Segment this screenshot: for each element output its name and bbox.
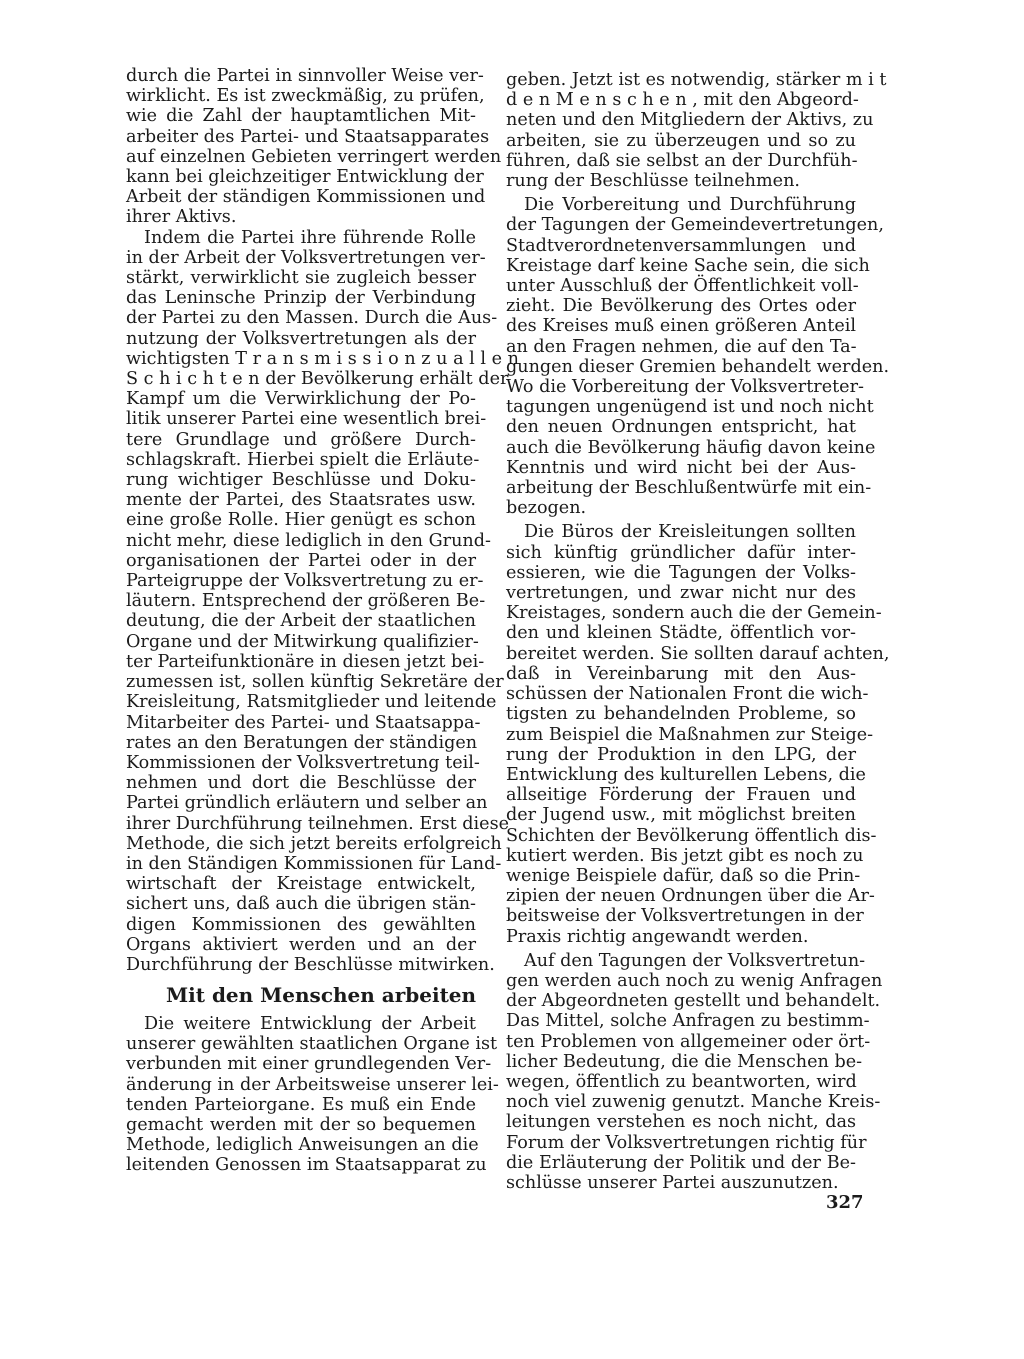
text-line: änderung in der Arbeitsweise unserer lei- (126, 1074, 499, 1095)
text-line: ihrer Aktivs. (126, 207, 237, 228)
text-line: wichtigsten T r a n s m i s s i o n z u a l l e n (126, 348, 519, 369)
text-line: der Tagungen der Gemeindevertretungen, (506, 215, 884, 236)
text-line: Die weitere Entwicklung der Arbeit (144, 1014, 476, 1034)
text-line: unserer gewählten staatlichen Organe ist (126, 1034, 498, 1055)
text-line: vertretungen, und zwar nicht nur des (506, 583, 856, 604)
text-line: wirklicht. Es ist zweckmäßig, zu prüfen, (126, 86, 485, 107)
paragraph (126, 66, 502, 228)
text-line: Wo die Vorbereitung der Volksvertreter- (506, 377, 864, 398)
text-line: des Kreises muß einen größeren Anteil (506, 316, 856, 337)
text-line: der Abgeordneten gestellt und behandelt. (506, 991, 881, 1012)
text-line: wirtschaft der Kreistage entwickelt, (126, 874, 476, 895)
text-line: bezogen. (506, 498, 587, 519)
text-line: Parteigruppe der Volksvertretung zu er- (126, 571, 484, 592)
text-line: schlüsse unserer Partei auszunutzen. (506, 1172, 839, 1193)
text-line: schüssen der Nationalen Front die wich- (506, 684, 869, 705)
text-line: führen, daß sie selbst an der Durchfüh- (506, 150, 858, 171)
text-line: Organe und der Mitwirkung qualifizier- (126, 631, 479, 652)
paragraph (506, 950, 883, 1193)
text-line: Durchführung der Beschlüsse mitwirken. (126, 954, 495, 975)
paragraph (126, 1014, 499, 1176)
text-line: Schichten der Bevölkerung öffentlich dis- (506, 825, 877, 846)
text-line: rung der Produktion in den LPG, der (506, 744, 856, 765)
text-line: die Erläuterung der Politik und der Be- (506, 1152, 856, 1173)
text-line: ter Parteifunktionäre in diesen jetzt bei- (126, 651, 485, 672)
text-line: neten und den Mitgliedern der Aktivs, zu (506, 110, 874, 131)
text-line: daß in Vereinbarung mit den Aus- (506, 663, 856, 684)
text-line: wie die Zahl der hauptamtlichen Mit- (126, 106, 476, 127)
text-line: Entwicklung des kulturellen Lebens, die (506, 764, 866, 785)
text-line: rung der Beschlüsse teilnehmen. (506, 171, 801, 192)
text-line: durch die Partei in sinnvoller Weise ver- (126, 66, 484, 86)
text-line: d e n M e n s c h e n , mit den Abgeord- (506, 90, 859, 111)
text-line: Mitarbeiter des Partei- und Staatsappa- (126, 712, 481, 733)
text-line: wenige Beispiele dafür, daß so die Prin- (506, 865, 861, 886)
text-line: Organs aktiviert werden und an der (126, 934, 476, 955)
text-line: rung wichtiger Beschlüsse und Doku- (126, 470, 476, 491)
text-line: organisationen der Partei oder in der (126, 550, 476, 571)
text-line: in den Ständigen Kommissionen für Land- (126, 853, 502, 874)
text-line: Kampf um die Verwirklichung der Po- (126, 389, 476, 410)
text-line: beitsweise der Volksvertretungen in der (506, 906, 864, 927)
text-line: Forum der Volksvertretungen richtig für (506, 1132, 867, 1153)
left-column-continued (126, 1014, 499, 1176)
text-line: ten Problemen von allgemeiner oder ört- (506, 1031, 871, 1052)
text-line: gemacht werden mit der so bequemen (126, 1115, 476, 1136)
text-line: S c h i c h t e n der Bevölkerung erhält der (126, 369, 509, 390)
text-line: Partei gründlich erläutern und selber an (126, 793, 488, 814)
right-column (506, 70, 890, 1193)
text-line: Kreisleitung, Ratsmitglieder und leitende (126, 692, 497, 713)
text-line: sichert uns, daß auch die übrigen stän- (126, 894, 476, 915)
text-line: tigsten zu behandelnden Probleme, so (506, 704, 856, 725)
text-line: tagungen ungenügend ist und noch nicht (506, 397, 874, 418)
text-line: allseitige Förderung der Frauen und (506, 785, 856, 806)
text-line: Indem die Partei ihre führende Rolle (144, 227, 476, 248)
text-line: zieht. Die Bevölkerung des Ortes oder (506, 296, 856, 317)
text-line: arbeiten, sie zu überzeugen und so zu (506, 130, 856, 151)
text-line: digen Kommissionen des gewählten (126, 914, 476, 935)
text-line: Kreistage darf keine Sache sein, die sich (506, 255, 870, 276)
text-line: noch viel zuwenig genutzt. Manche Kreis- (506, 1092, 881, 1113)
text-line: kann bei gleichzeitiger Entwicklung der (126, 167, 484, 188)
text-line: Das Mittel, solche Anfragen zu bestimm- (506, 1011, 870, 1032)
text-line: zum Beispiel die Maßnahmen zur Steige- (506, 724, 874, 745)
text-line: Die Vorbereitung und Durchführung (524, 195, 856, 216)
text-line: essieren, wie die Tagungen der Volks- (506, 562, 856, 583)
text-line: Kenntnis und wird nicht bei der Aus- (506, 457, 856, 478)
text-line: läutern. Entsprechend der größeren Be- (126, 591, 486, 612)
text-line: Die Büros der Kreisleitungen sollten (524, 522, 856, 543)
text-line: gen werden auch noch zu wenig Anfragen (506, 970, 883, 991)
text-line: unter Ausschluß der Öffentlichkeit voll- (506, 276, 859, 297)
text-line: das Leninsche Prinzip der Verbindung (126, 288, 476, 309)
text-line: nutzung der Volksvertretungen als der (126, 328, 476, 349)
text-line: gungen dieser Gremien behandelt werden. (506, 356, 890, 377)
text-line: arbeitung der Beschlußentwürfe mit ein- (506, 478, 872, 499)
text-line: ihrer Durchführung teilnehmen. Erst diese (126, 813, 510, 834)
text-line: rates an den Beratungen der ständigen (126, 732, 478, 753)
text-line: Methode, lediglich Anweisungen an die (126, 1135, 479, 1156)
paragraph (506, 195, 890, 519)
text-line: auf einzelnen Gebieten verringert werden (126, 146, 502, 167)
text-line: Kommissionen der Volksvertretung teil- (126, 752, 480, 773)
text-line: der Jugend usw., mit möglichst breiten (506, 805, 856, 826)
text-line: wegen, öffentlich zu beantworten, wird (506, 1071, 857, 1092)
paragraph (506, 522, 890, 947)
text-line: licher Bedeutung, die die Menschen be- (506, 1051, 863, 1072)
text-line: Arbeit der ständigen Kommissionen und (126, 187, 486, 208)
paragraph (506, 70, 887, 192)
text-line: Kreistages, sondern auch die der Gemein- (506, 603, 882, 624)
text-line: litik unserer Partei eine wesentlich brei- (126, 409, 487, 430)
text-line: tere Grundlage und größere Durch- (126, 429, 476, 450)
paragraph (126, 227, 519, 976)
text-line: Stadtverordnetenversammlungen und (506, 235, 856, 256)
text-line: leitungen verstehen es noch nicht, das (506, 1112, 856, 1133)
text-line: bereitet werden. Sie sollten darauf achten, (506, 643, 890, 664)
text-line: nehmen und dort die Beschlüsse der (126, 773, 476, 794)
text-line: nicht mehr, diese lediglich in den Grund- (126, 530, 491, 551)
text-line: an den Fragen nehmen, die auf den Ta- (506, 336, 857, 357)
text-line: stärkt, verwirklicht sie zugleich besser (126, 268, 476, 289)
text-line: den neuen Ordnungen entspricht, hat (506, 417, 856, 438)
text-line: mente der Partei, des Staatsrates usw. (126, 490, 476, 511)
text-line: leitenden Genossen im Staatsapparat zu (126, 1155, 487, 1176)
text-line: zipien der neuen Ordnungen über die Ar- (506, 886, 875, 907)
text-line: eine große Rolle. Hier genügt es schon (126, 510, 476, 531)
text-line: sich künftig gründlicher dafür inter- (506, 542, 856, 563)
text-line: verbunden mit einer grundlegenden Ver- (126, 1054, 492, 1075)
text-line: der Partei zu den Massen. Durch die Aus- (126, 308, 498, 329)
text-line: arbeiter des Partei- und Staatsapparates (126, 126, 490, 147)
text-line: zumessen ist, sollen künftig Sekretäre der (126, 672, 504, 693)
text-line: schlagskraft. Hierbei spielt die Erläute- (126, 449, 480, 470)
text-line: auch die Bevölkerung häufig davon keine (506, 437, 876, 458)
text-line: Auf den Tagungen der Volksvertretun- (524, 950, 866, 971)
text-line: tenden Parteiorgane. Es muß ein Ende (126, 1094, 476, 1115)
section-heading: Mit den Menschen arbeiten (166, 983, 477, 1007)
text-line: in der Arbeit der Volksvertretungen ver- (126, 247, 486, 268)
text-line: Methode, die sich jetzt bereits erfolgreich (126, 833, 502, 854)
text-line: geben. Jetzt ist es notwendig, stärker m i t (506, 70, 887, 90)
text-line: Praxis richtig angewandt werden. (506, 926, 809, 947)
text-line: deutung, die der Arbeit der staatlichen (126, 611, 476, 632)
text-line: den und kleinen Städte, öffentlich vor- (506, 623, 856, 644)
page-number: 327 (826, 1192, 864, 1213)
text-line: kutiert werden. Bis jetzt gibt es noch zu (506, 845, 864, 866)
left-column (126, 66, 519, 975)
